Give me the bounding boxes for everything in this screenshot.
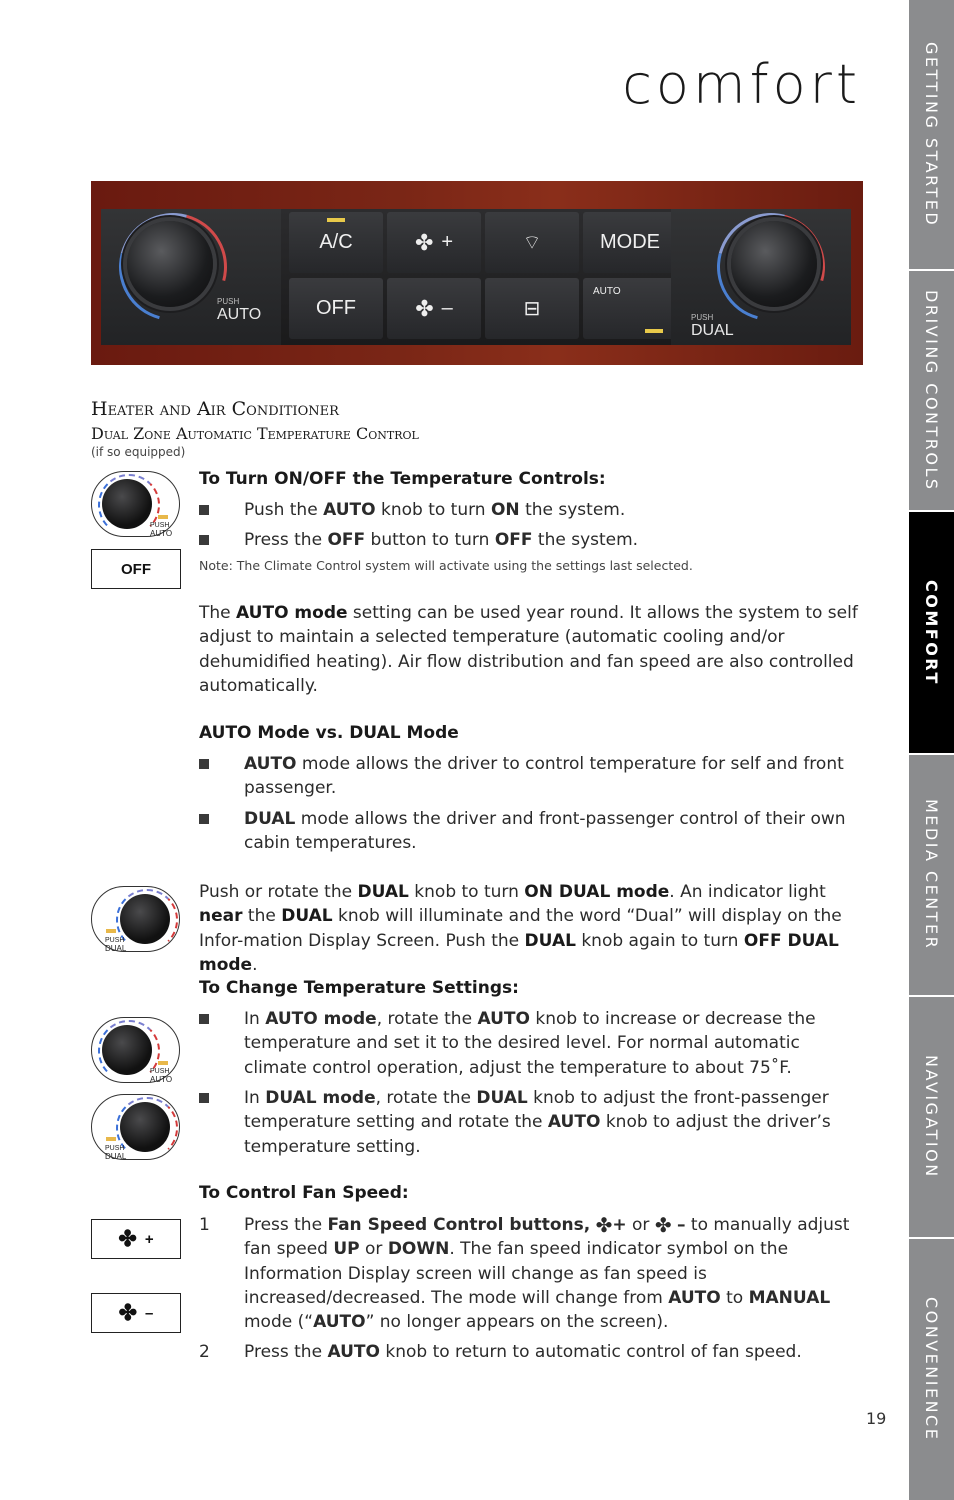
knob-body xyxy=(120,1102,170,1152)
tab-label: CONVENIENCE xyxy=(922,1297,941,1442)
rear-defrost-button xyxy=(485,278,579,339)
temp-settings-heading: To Change Temperature Settings: xyxy=(199,978,519,998)
knob-body xyxy=(102,479,152,529)
bullet-text: In DUAL mode, rotate the DUAL knob to adjust the front-passenger temperature setting and rotate the AUTO knob to adjust the driver’s temperature setting. xyxy=(244,1088,831,1157)
control-panel xyxy=(101,209,851,345)
push-text: PUSH xyxy=(217,297,240,306)
bullet-mark xyxy=(199,498,209,523)
auto-mode-paragraph: The AUTO mode setting can be used year round. It allows the system to self adjust to maintain a selected temperature (automatic cooling and/or dehumidified heating). Air flow distribution and fan speed are also controlled automatically. xyxy=(199,603,858,696)
knob-label xyxy=(150,1068,172,1084)
off-text: OFF xyxy=(121,560,151,578)
ac-label: A/C xyxy=(319,231,353,253)
tab-label: NAVIGATION xyxy=(922,1055,941,1179)
bullet-mark xyxy=(199,1086,209,1111)
off-button-icon xyxy=(91,549,181,589)
dual-knob-area xyxy=(671,209,851,345)
fan-plus-button xyxy=(387,212,481,273)
indicator-light xyxy=(158,1061,168,1065)
dual-knob-icon xyxy=(91,1094,180,1160)
indicator-light xyxy=(106,929,116,933)
knob-label xyxy=(105,937,126,953)
climate-panel-photo xyxy=(91,181,863,365)
dual-knob-label xyxy=(691,313,734,340)
fan-minus-button xyxy=(387,278,481,339)
bullet-mark xyxy=(199,752,209,777)
tab-navigation[interactable] xyxy=(909,997,954,1239)
tab-getting-started[interactable] xyxy=(909,0,954,271)
indicator-light xyxy=(106,1137,116,1141)
fan-minus-icon-box xyxy=(91,1293,181,1333)
fan-icon: ✤ xyxy=(118,1300,138,1325)
tab-label: MEDIA CENTER xyxy=(922,799,941,951)
knob-body xyxy=(102,1025,152,1075)
off-label: OFF xyxy=(316,297,356,319)
push-text: PUSH xyxy=(150,1068,170,1075)
dual-text: DUAL xyxy=(691,322,734,339)
minus-text: – xyxy=(145,1304,154,1322)
bullet-text: Press the OFF button to turn OFF the system. xyxy=(244,530,639,550)
bullet-mark xyxy=(199,807,209,832)
push-text: PUSH xyxy=(691,313,714,322)
mode-button xyxy=(583,212,677,273)
auto-knob xyxy=(127,221,213,307)
bullet-mark xyxy=(199,1007,209,1032)
button-grid xyxy=(289,212,679,342)
fan-icon: ✤ xyxy=(415,295,434,321)
bullet-text: In AUTO mode, rotate the AUTO knob to increase or decrease the temperature and set it to the desired level. For normal automatic climate control operation, adjust the temperature to about 75˚F. xyxy=(244,1009,816,1078)
auto-knob-icon xyxy=(91,471,180,537)
plus-label: + xyxy=(441,231,454,253)
section-subtitle: Dual Zone Automatic Temperature Control xyxy=(91,424,419,443)
step-number: 1 xyxy=(199,1215,210,1235)
fan-icon: ✤ xyxy=(595,1213,613,1237)
auto-text: AUTO xyxy=(150,529,173,538)
step-text: Press the Fan Speed Control buttons, ✤+ or ✤ – to manually adjust fan speed UP or DOWN. The fan speed indicator symbol on the Information Display screen will change as fan speed is increased/decreased. The mode will change from AUTO to MANUAL mode (“AUTO” no longer appears on the screen). xyxy=(244,1213,850,1333)
step-text: Press the AUTO knob to return to automatic control of fan speed. xyxy=(244,1342,802,1362)
side-nav xyxy=(909,0,954,1500)
auto-vs-dual-heading: AUTO Mode vs. DUAL Mode xyxy=(199,723,459,743)
tab-convenience[interactable] xyxy=(909,1239,954,1500)
auto-recirc-label: AUTO xyxy=(593,286,621,297)
page-number: 19 xyxy=(866,1409,887,1428)
bullet-mark xyxy=(199,528,209,553)
onoff-heading: To Turn ON/OFF the Temperature Controls: xyxy=(199,469,606,489)
auto-knob-icon xyxy=(91,1017,180,1083)
dual-knob xyxy=(731,221,817,307)
auto-text: AUTO xyxy=(150,1075,173,1084)
fan-speed-heading: To Control Fan Speed: xyxy=(199,1183,409,1203)
fan-icon: ✤ xyxy=(118,1226,137,1251)
mode-label: MODE xyxy=(600,231,660,253)
bullet-text: DUAL mode allows the driver and front-passenger control of their own cabin temperatures. xyxy=(244,809,846,854)
knob-label xyxy=(150,522,172,538)
ac-indicator xyxy=(327,218,345,222)
dual-paragraph: Push or rotate the DUAL knob to turn ON DUAL mode. An indicator light near the DUAL knob will illuminate and the word “Dual” will display on the Infor-mation Display Screen. Push the DUAL knob again to turn OFF DUAL mode. xyxy=(199,882,842,975)
dual-knob-icon xyxy=(91,886,180,952)
dual-text: DUAL xyxy=(105,944,127,953)
knob-label xyxy=(105,1145,126,1161)
fan-plus-icon-box xyxy=(91,1219,181,1259)
onoff-note: Note: The Climate Control system will activate using the settings last selected. xyxy=(199,558,693,573)
equipment-note: (if so equipped) xyxy=(91,445,186,459)
auto-text: AUTO xyxy=(217,306,262,323)
fan-icon: ✤ xyxy=(414,229,434,255)
off-button xyxy=(289,278,383,339)
bullet-text: Push the AUTO knob to turn ON the system. xyxy=(244,500,626,520)
tab-comfort[interactable] xyxy=(909,512,954,755)
auto-knob-area xyxy=(101,209,281,345)
front-defrost-button xyxy=(485,212,579,273)
tab-label: COMFORT xyxy=(922,579,941,686)
page-title: comfort xyxy=(622,53,861,116)
tab-driving-controls[interactable] xyxy=(909,271,954,512)
tab-label: DRIVING CONTROLS xyxy=(922,289,941,492)
plus-text: + xyxy=(144,1230,154,1248)
defrost-icon: ⌔ xyxy=(522,232,542,254)
indicator-light xyxy=(158,515,168,519)
push-text: PUSH xyxy=(105,937,125,944)
ac-button xyxy=(289,212,383,273)
push-text: PUSH xyxy=(105,1145,125,1152)
fan-icon: ✤ xyxy=(654,1213,672,1237)
auto-recirc-button xyxy=(583,278,677,339)
knob-body xyxy=(120,894,170,944)
step-number: 2 xyxy=(199,1342,210,1362)
auto-knob-label xyxy=(217,297,261,324)
rear-defrost-icon: ⊟ xyxy=(523,298,541,320)
push-text: PUSH xyxy=(150,522,170,529)
dual-text: DUAL xyxy=(105,1152,127,1161)
tab-media-center[interactable] xyxy=(909,755,954,997)
minus-label: – xyxy=(441,297,453,319)
bullet-text: AUTO mode allows the driver to control temperature for self and front passenger. xyxy=(244,754,844,799)
section-title: Heater and Air Conditioner xyxy=(91,398,339,420)
recirc-indicator xyxy=(645,329,663,333)
tab-label: GETTING STARTED xyxy=(922,41,941,228)
